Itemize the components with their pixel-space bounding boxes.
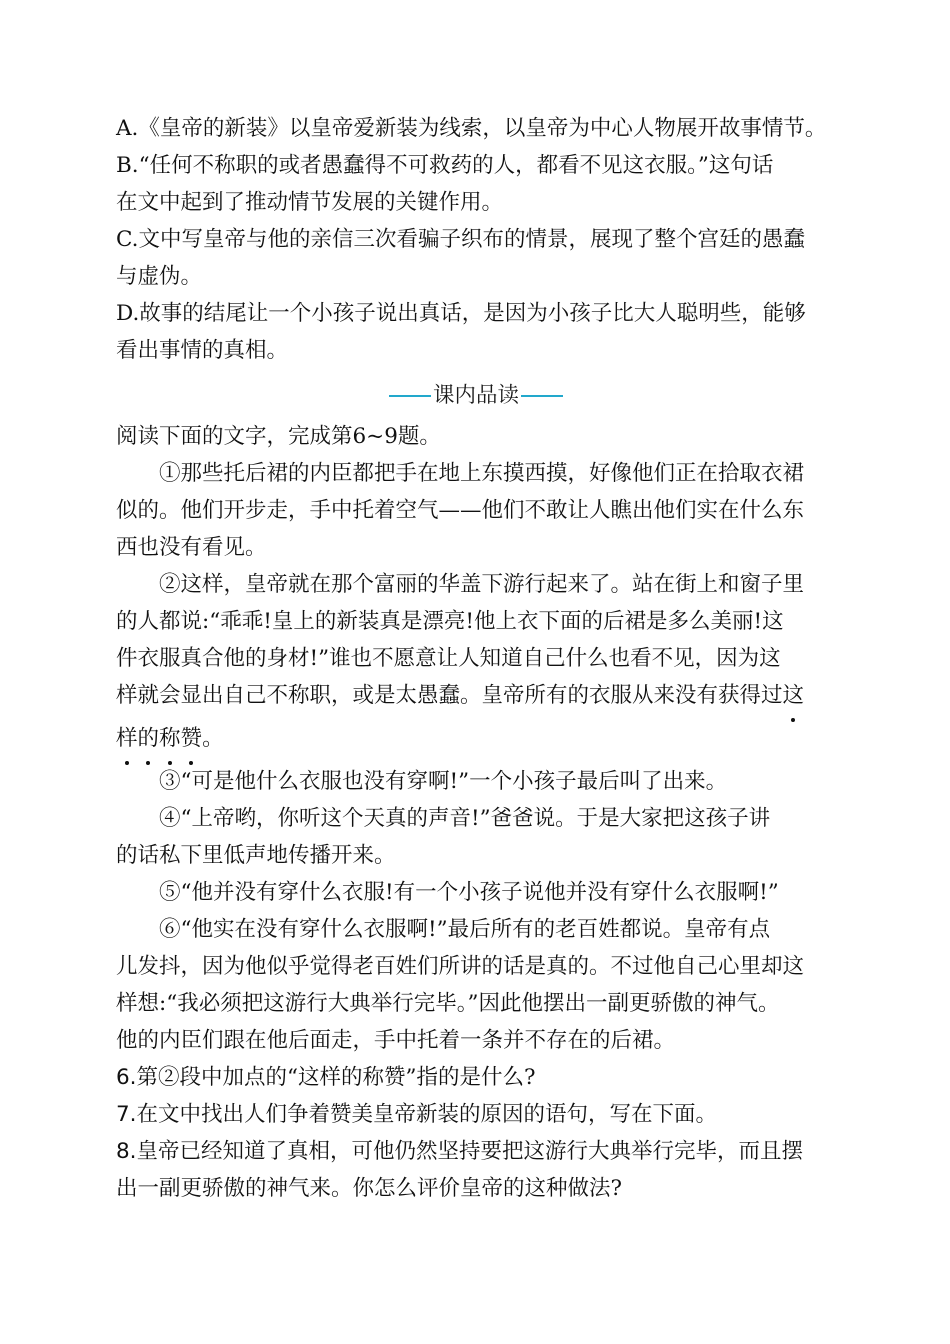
- passage-p2-line-5-tail: 。: [202, 726, 224, 751]
- question-8-line-1: [116, 1133, 836, 1170]
- passage-p6-line-3: 样想:“我必须把这游行大典举行完毕。”因此他摆出一副更骄傲的神气。: [116, 991, 780, 1016]
- passage-p2-line-4-text: 样就会显出自己不称职，或是太愚蠢。皇帝所有的衣服从来没有获得过: [116, 683, 783, 708]
- passage-p4-line-1: ④“上帝哟，你听这个天真的声音!”爸爸说。于是大家把这孩子讲: [159, 806, 771, 831]
- option-c-line-1: C.文中写皇帝与他的亲信三次看骗子织布的情景，展现了整个宫廷的愚蠢: [116, 227, 806, 252]
- passage-p1-line-1: ①那些托后裙的内臣都把手在地上东摸西摸，好像他们正在拾取衣裙: [159, 461, 805, 486]
- passage-p2-line-2: 的人都说:“乖乖!皇上的新装真是漂亮!他上衣下面的后裙是多么美丽!这: [116, 609, 784, 634]
- option-b-line-2: 在文中起到了推动情节发展的关键作用。: [116, 190, 504, 215]
- emphasis-dotted-text: 这: [783, 677, 805, 714]
- emphasis-dotted-phrase: [116, 726, 202, 751]
- question-8-line-2: 出一副更骄傲的神气来。你怎么评价皇帝的这种做法?: [116, 1176, 623, 1201]
- section-title: 课内品读: [432, 383, 519, 408]
- emphasis-char-4: 赞: [181, 720, 203, 757]
- passage-p2-line-1: ②这样，皇帝就在那个富丽的华盖下游行起来了。站在街上和窗子里: [159, 572, 805, 597]
- document-content: [116, 110, 836, 1207]
- passage-p2-line-3: 件衣服真合他的身材!”谁也不愿意让人知道自己什么也看不见，因为这: [116, 646, 781, 671]
- question-6: [116, 1059, 836, 1096]
- question-7-number: 7.: [116, 1102, 137, 1127]
- passage-p6-line-2: 儿发抖，因为他似乎觉得老百姓们所讲的话是真的。不过他自己心里却这: [116, 954, 805, 979]
- emphasis-char-3: 称: [159, 720, 181, 757]
- option-b-line-1: B.“任何不称职的或者愚蠢得不可救药的人，都看不见这衣服。”这句话: [116, 153, 774, 178]
- passage-p4-line-2: 的话私下里低声地传播开来。: [116, 843, 396, 868]
- passage-p2-line-4: [116, 677, 836, 714]
- question-6-number: 6.: [116, 1065, 137, 1090]
- question-7-text: 在文中找出人们争着赞美皇帝新装的原因的语句，写在下面。: [136, 1102, 718, 1127]
- option-a: A.《皇帝的新装》以皇帝爱新装为线索，以皇帝为中心人物展开故事情节。: [116, 116, 827, 141]
- question-8-text: 皇帝已经知道了真相，可他仍然坚持要把这游行大典举行完毕，而且摆: [136, 1139, 804, 1164]
- passage-p1-line-2: 似的。他们开步走，手中托着空气——他们不敢让人瞧出他们实在什么东: [116, 498, 805, 523]
- passage-p6-line-1: ⑥“他实在没有穿什么衣服啊!”最后所有的老百姓都说。皇帝有点: [159, 917, 771, 942]
- section-header: [116, 377, 836, 414]
- reading-instruction: 阅读下面的文字，完成第6~9题。: [116, 424, 441, 449]
- option-d-line-2: 看出事情的真相。: [116, 338, 289, 363]
- option-d-line-1: D.故事的结尾让一个小孩子说出真话，是因为小孩子比大人聪明些，能够: [116, 301, 806, 326]
- passage-p6-line-4: 他的内臣们跟在他后面走，手中托着一条并不存在的后裙。: [116, 1028, 676, 1053]
- section-rule-left: [389, 395, 431, 397]
- question-8-number: 8.: [116, 1139, 137, 1164]
- emphasis-char-2: 的: [138, 720, 160, 757]
- passage-p1-line-3: 西也没有看见。: [116, 535, 267, 560]
- emphasis-char-1: 样: [116, 720, 138, 757]
- section-rule-right: [521, 395, 563, 397]
- question-6-text: 第②段中加点的“这样的称赞”指的是什么?: [136, 1065, 536, 1090]
- question-7: [116, 1096, 836, 1133]
- passage-p5: ⑤“他并没有穿什么衣服!有一个小孩子说他并没有穿什么衣服啊!”: [159, 880, 779, 905]
- option-c-line-2: 与虚伪。: [116, 264, 203, 289]
- passage-p3: ③“可是他什么衣服也没有穿啊!”一个小孩子最后叫了出来。: [159, 769, 728, 794]
- passage-p2-line-5: [116, 720, 836, 757]
